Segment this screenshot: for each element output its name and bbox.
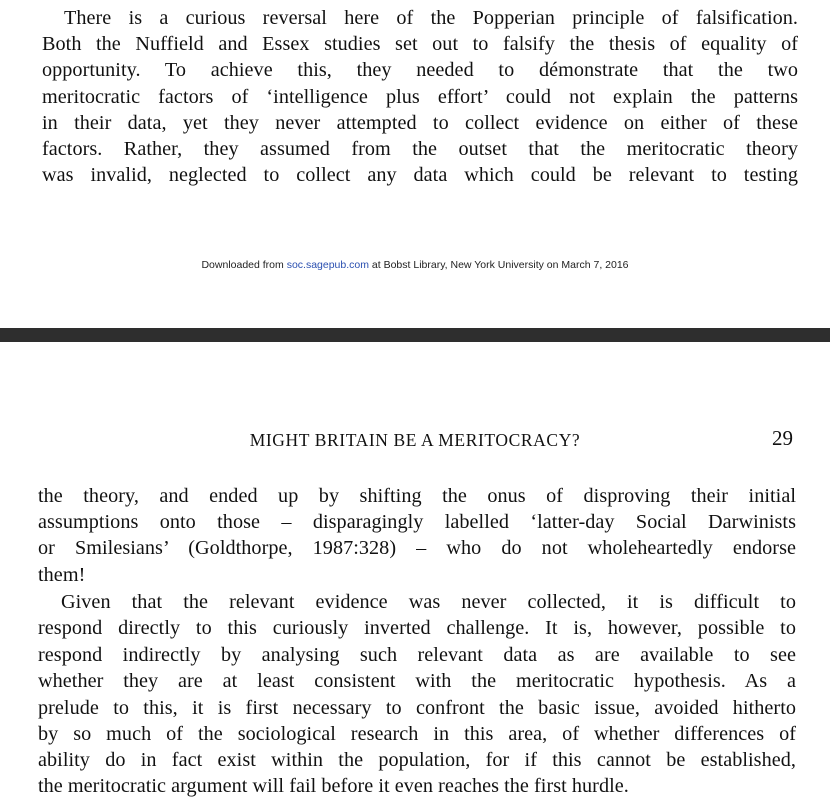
body-line: assumptions onto those – disparagingly labelled ‘latter-day Social Darwinists [38,511,796,533]
download-note-suffix: at Bobst Library, New York University on March 7, 2016 [369,259,629,271]
body-line: opportunity. To achieve this, they needed to démonstrate that the two [42,59,798,81]
download-note-prefix: Downloaded from [201,259,287,271]
body-line: the meritocratic argument will fail before it even reaches the first hurdle. [38,775,629,797]
body-line: factors. Rather, they assumed from the outset that the meritocratic theory [42,138,798,160]
download-note [0,259,830,271]
page-divider [0,328,830,342]
body-line: Both the Nuffield and Essex studies set out to falsify the thesis of equality of [42,33,798,55]
body-line: the theory, and ended up by shifting the onus of disproving their initial [38,485,796,507]
running-head: MIGHT BRITAIN BE A MERITOCRACY? [249,430,581,450]
body-line: was invalid, neglected to collect any data which could be relevant to testing [42,164,798,186]
body-line: meritocratic factors of ‘intelligence plus effort’ could not explain the patterns [42,86,798,108]
body-line: respond indirectly by analysing such relevant data as are available to see [38,644,796,666]
body-line: in their data, yet they never attempted to collect evidence on either of these [42,112,798,134]
body-line: Given that the relevant evidence was never collected, it is difficult to [61,591,796,613]
body-line: There is a curious reversal here of the Popperian principle of falsification. [64,7,798,29]
body-line: them! [38,564,86,586]
page-number: 29 [772,426,793,450]
top-page [0,0,830,328]
body-line: or Smilesians’ (Goldthorpe, 1987:328) – who do not wholeheartedly endorse [38,537,796,559]
body-line: ability do in fact exist within the population, for if this cannot be established, [38,749,796,771]
body-line: whether they are at least consistent with the meritocratic hypothesis. As a [38,670,796,692]
bottom-page [0,342,830,806]
body-line: by so much of the sociological research in this area, of whether differences of [38,723,796,745]
download-source-link[interactable]: soc.sagepub.com [286,259,369,271]
body-line: prelude to this, it is first necessary to confront the basic issue, avoided hitherto [38,697,796,719]
body-line: respond directly to this curiously inverted challenge. It is, however, possible to [38,617,796,639]
